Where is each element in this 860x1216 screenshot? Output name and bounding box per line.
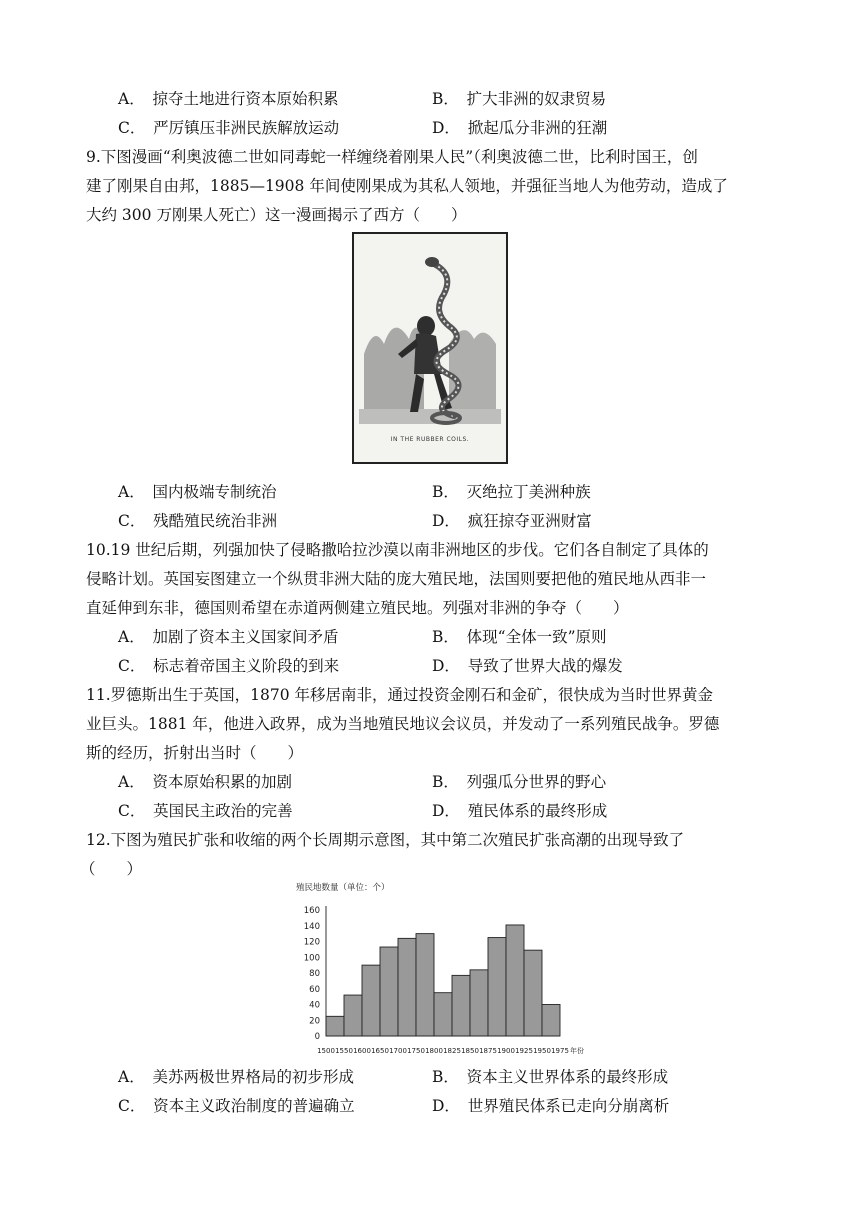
x-tick-label: 1825 <box>443 1047 461 1055</box>
x-tick-label: 1875 <box>479 1047 497 1055</box>
y-tick-label: 20 <box>309 1016 320 1027</box>
q10-option-d: D． 导致了世界大战的爆发 <box>432 657 623 675</box>
q8-option-b: B． 扩大非洲的奴隶贸易 <box>432 90 607 108</box>
q10-stem-line-1: 10.19 世纪后期，列强加快了侵略撒哈拉沙漠以南非洲地区的步伐。它们各自制定了具体的 <box>86 541 709 559</box>
bar <box>542 1005 560 1037</box>
q8-option-c: C． 严厉镇压非洲民族解放运动 <box>118 119 340 137</box>
q12-option-b: B． 资本主义世界体系的最终形成 <box>432 1068 669 1086</box>
x-tick-label: 1600 <box>353 1047 371 1055</box>
q11-stem-line-3: 斯的经历，折射出当时（ ） <box>86 744 304 762</box>
x-tick-label: 1800 <box>425 1047 443 1055</box>
bar <box>326 1016 344 1036</box>
q9-stem-line-3: 大约 300 万刚果人死亡）这一漫画揭示了西方（ ） <box>86 206 467 224</box>
snake-cartoon-illustration <box>354 234 506 462</box>
q8-option-d: D． 掀起瓜分非洲的狂潮 <box>432 119 608 137</box>
y-axis-label: 殖民地数量（单位：个） <box>296 883 390 893</box>
q12-stem-line-2: （ ） <box>80 860 143 878</box>
bar <box>398 938 416 1036</box>
bar <box>488 938 506 1036</box>
q9-stem-line-2: 建了刚果自由邦，1885—1908 年间使刚果成为其私人领地，并强征当地人为他劳动，造成了 <box>86 177 728 195</box>
bar <box>416 934 434 1036</box>
y-tick-label: 60 <box>309 984 320 995</box>
bar <box>344 995 362 1036</box>
q9-option-a: A． 国内极端专制统治 <box>118 483 277 501</box>
q11-option-b: B． 列强瓜分世界的野心 <box>432 773 607 791</box>
q11-option-a: A． 资本原始积累的加剧 <box>118 773 292 791</box>
bar <box>506 925 524 1036</box>
x-tick-label: 1925 <box>515 1047 533 1055</box>
x-tick-label: 1500 <box>317 1047 335 1055</box>
x-tick-label: 1650 <box>371 1047 389 1055</box>
q9-stem-line-1: 9.下图漫画“利奥波德二世如同毒蛇一样缠绕着刚果人民”（利奥波德二世，比利时国王，创 <box>86 148 698 166</box>
q11-option-d: D． 殖民体系的最终形成 <box>432 802 608 820</box>
q10-stem-line-3: 直延伸到东非，德国则希望在赤道两侧建立殖民地。列强对非洲的争夺（ ） <box>86 599 629 617</box>
x-tick-label: 1850 <box>461 1047 479 1055</box>
q12-option-a: A． 美苏两极世界格局的初步形成 <box>118 1068 354 1086</box>
q9-option-d: D． 疯狂掠夺亚洲财富 <box>432 512 592 530</box>
bar <box>380 947 398 1036</box>
x-tick-label: 1900 <box>497 1047 515 1055</box>
q12-option-c: C． 资本主义政治制度的普遍确立 <box>118 1097 355 1115</box>
q10-option-a: A． 加剧了资本主义国家间矛盾 <box>118 628 339 646</box>
y-tick-label: 160 <box>303 906 320 916</box>
bar <box>452 975 470 1036</box>
y-tick-label: 40 <box>309 1000 320 1011</box>
q8-option-a: A． 掠夺土地进行资本原始积累 <box>118 90 339 108</box>
x-tick-label: 1975 <box>551 1047 569 1055</box>
bar <box>470 970 488 1036</box>
bar <box>524 950 542 1036</box>
q11-stem-line-1: 11.罗德斯出生于英国，1870 年移居南非，通过投资金刚石和金矿，很快成为当时世界黄金 <box>86 686 714 704</box>
y-tick-label: 80 <box>309 969 320 979</box>
q12-stem-line-1: 12.下图为殖民扩张和收缩的两个长周期示意图，其中第二次殖民扩张高潮的出现导致了 <box>86 831 685 849</box>
cartoon-caption: IN THE RUBBER COILS. <box>390 436 470 443</box>
q10-option-b: B． 体现“全体一致”原则 <box>432 628 607 646</box>
q11-option-c: C． 英国民主政治的完善 <box>118 802 293 820</box>
x-axis-label: 年份 <box>570 1047 584 1055</box>
q10-option-c: C． 标志着帝国主义阶段的到来 <box>118 657 340 675</box>
bar <box>434 993 452 1036</box>
q9-option-b: B． 灭绝拉丁美洲种族 <box>432 483 591 501</box>
x-tick-label: 1700 <box>389 1047 407 1055</box>
q9-option-c: C． 残酷殖民统治非洲 <box>118 512 278 530</box>
y-tick-label: 100 <box>303 953 320 964</box>
q12-option-d: D． 世界殖民体系已走向分崩离析 <box>432 1097 670 1115</box>
y-tick-label: 120 <box>303 937 320 948</box>
x-tick-label: 1750 <box>407 1047 425 1055</box>
y-tick-label: 140 <box>303 921 320 932</box>
y-tick-label: 0 <box>314 1032 320 1042</box>
cartoon-figure <box>352 232 508 464</box>
x-tick-label: 1950 <box>533 1047 551 1055</box>
x-tick-label: 1550 <box>335 1047 353 1055</box>
q11-stem-line-2: 业巨头。1881 年，他进入政界，成为当地殖民地议会议员，并发动了一系列殖民战争。罗德 <box>86 715 720 733</box>
colony-count-bar-chart <box>292 880 598 1060</box>
q10-stem-line-2: 侵略计划。英国妄图建立一个纵贯非洲大陆的庞大殖民地，法国则要把他的殖民地从西非一 <box>86 570 707 588</box>
bar <box>362 965 380 1036</box>
